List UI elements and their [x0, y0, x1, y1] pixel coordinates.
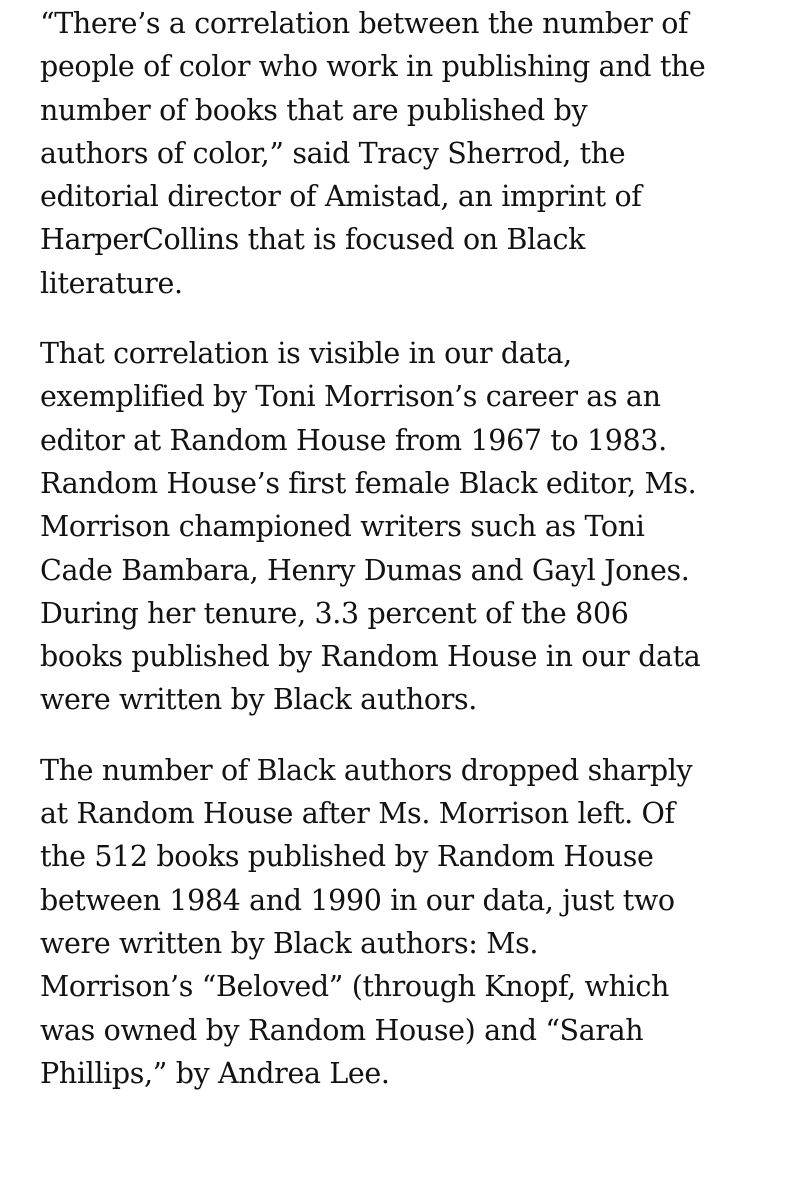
text-line: The number of Black authors dropped sharply: [40, 753, 693, 787]
text-line: literature.: [40, 266, 183, 300]
text-line: number of books that are published by: [40, 93, 588, 127]
text-line: Morrison championed writers such as Toni: [40, 510, 645, 544]
text-line: were written by Black authors: Ms.: [40, 926, 539, 960]
paragraph-quote: [40, 2, 761, 305]
text-line: During her tenure, 3.3 percent of the 806: [40, 596, 629, 630]
text-line: “There’s a correlation between the number of: [40, 7, 689, 40]
text-line: authors of color,” said Tracy Sherrod, the: [40, 136, 626, 170]
text-line: editorial director of Amistad, an imprint of: [40, 180, 642, 214]
text-line: were written by Black authors.: [40, 683, 477, 717]
text-line: HarperCollins that is focused on Black: [40, 223, 586, 257]
text-line: Phillips,” by Andrea Lee.: [40, 1056, 390, 1090]
text-line: was owned by Random House) and “Sarah: [40, 1013, 644, 1047]
text-line: Cade Bambara, Henry Dumas and Gayl Jones.: [40, 553, 690, 587]
text-line: people of color who work in publishing and the: [40, 50, 706, 84]
text-line: Random House’s first female Black editor, Ms.: [40, 466, 697, 500]
text-line: exemplified by Toni Morrison’s career as an: [40, 380, 661, 414]
paragraph-after-morrison: [40, 749, 761, 1095]
text-line: editor at Random House from 1967 to 1983.: [40, 423, 667, 457]
text-line: books published by Random House in our data: [40, 640, 701, 674]
text-line: between 1984 and 1990 in our data, just two: [40, 883, 675, 917]
text-line: That correlation is visible in our data,: [40, 337, 572, 371]
paragraph-morrison-career: [40, 332, 761, 722]
text-line: the 512 books published by Random House: [40, 840, 654, 874]
text-line: at Random House after Ms. Morrison left. Of: [40, 797, 675, 831]
text-line: Morrison’s “Beloved” (through Knopf, which: [40, 970, 669, 1004]
